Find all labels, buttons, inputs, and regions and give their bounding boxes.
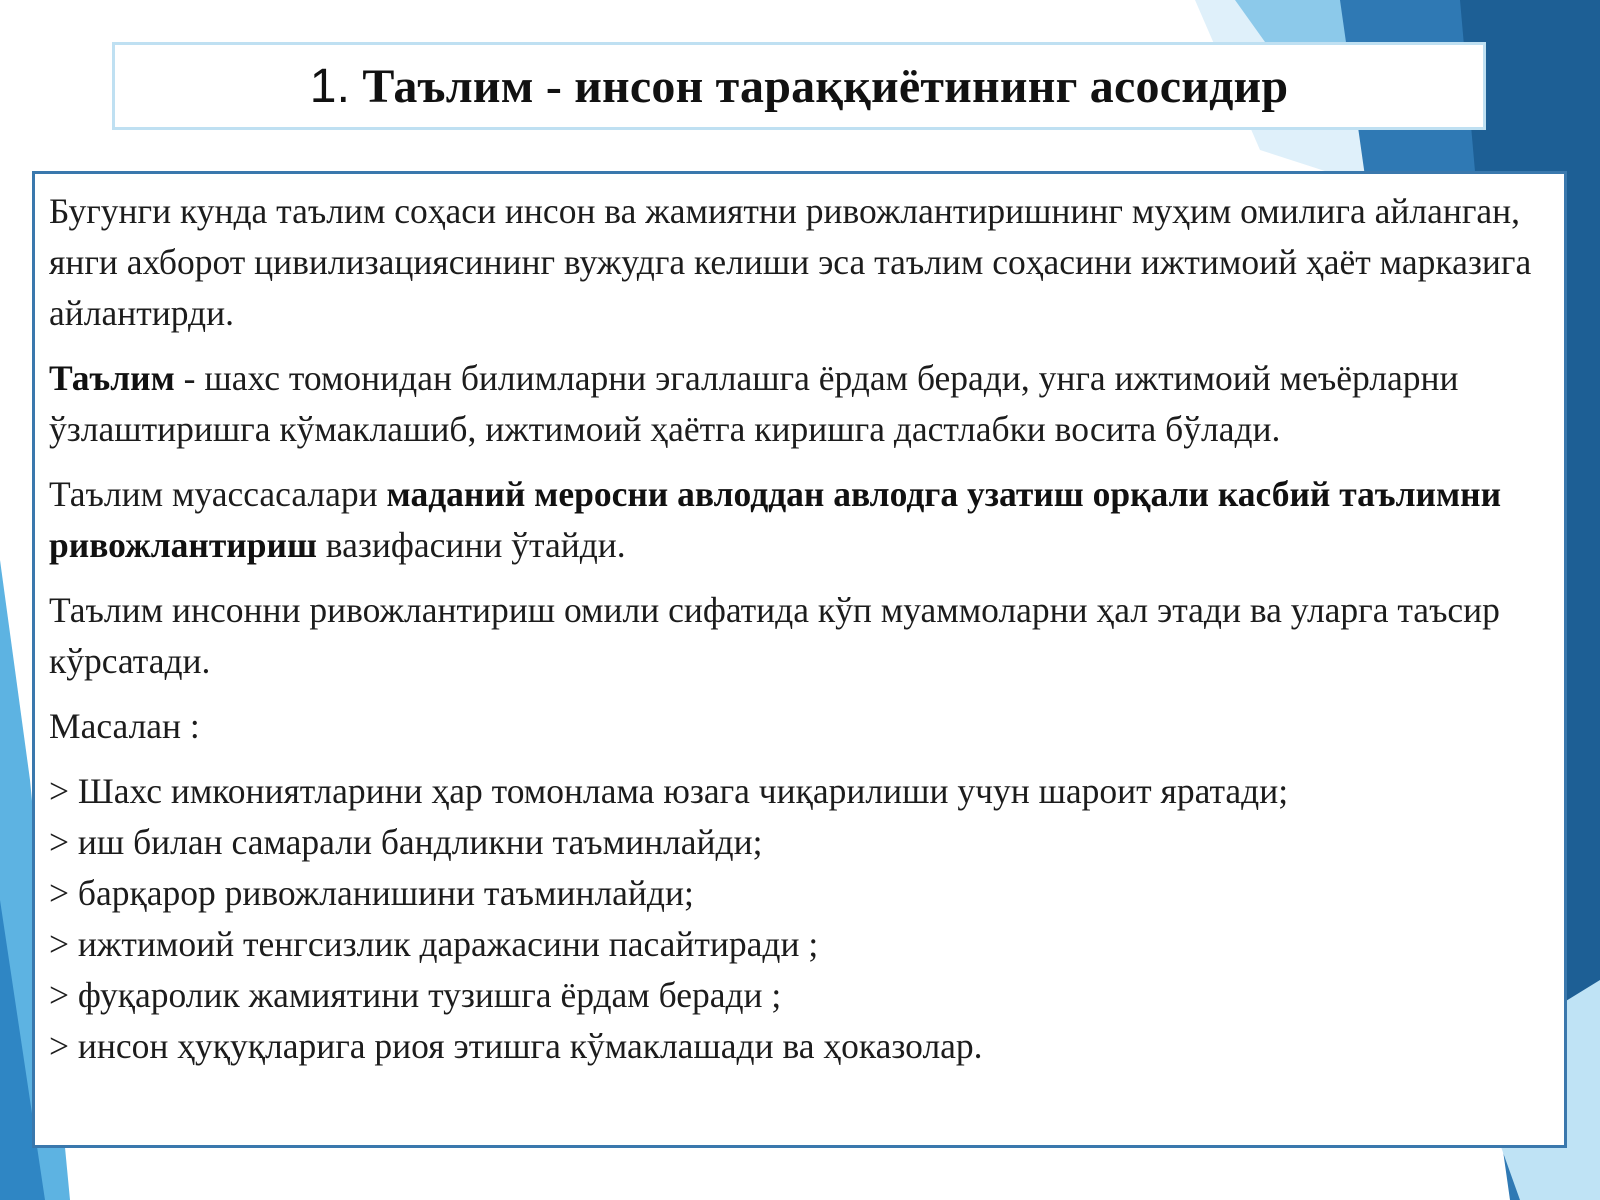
paragraph-definition <box>49 353 1550 455</box>
paragraph-institutions <box>49 469 1550 571</box>
list-item: > барқарор ривожланишини таъминлайди; <box>49 873 694 913</box>
page-title <box>310 59 1289 114</box>
list-item: > ижтимоий тенгсизлик даражасини пасайтиради ; <box>49 924 819 964</box>
list-item: > фуқаролик жамиятини тузишга ёрдам беради ; <box>49 975 782 1015</box>
title-box <box>112 42 1486 130</box>
paragraph-intro: Бугунги кунда таълим соҳаси инсон ва жамиятни ривожлантиришнинг муҳим омилига айланган, янги ахборот цивилизациясининг вужудга келиши эса таълим соҳасини ижтимоий ҳаёт марказига айлантирди. <box>49 191 1532 333</box>
benefits-list <box>49 766 1550 1072</box>
list-item: > Шахс имкониятларини ҳар томонлама юзага чиқарилиши учун шароит яратади; <box>49 771 1289 811</box>
list-item: > инсон ҳуқуқларига риоя этишга кўмаклашади ва ҳоказолар. <box>49 1026 983 1066</box>
paragraph-factor: Таълим инсонни ривожлантириш омили сифатида кўп муаммоларни ҳал этади ва уларга таъсир кўрсатади. <box>49 590 1500 681</box>
institutions-end: вазифасини ўтайди. <box>316 525 626 565</box>
content-box <box>32 171 1567 1148</box>
institutions-emphasis: маданий меросни авлоддан авлодга узатиш орқали касбий таълимни ривожлантириш <box>49 474 1502 565</box>
list-item: > иш билан самарали бандликни таъминлайди; <box>49 822 763 862</box>
title-number: 1. <box>309 59 351 113</box>
definition-text: - шахс томонидан билимларни эгаллашга ёрдам беради, унга ижтимоий меъёрларни ўзлаштиришга кўмаклашиб, ижтимоий ҳаётга киришга дастлабки восита бўлади. <box>49 358 1459 449</box>
definition-term: Таълим <box>49 358 175 398</box>
institutions-start: Таълим муассасалари <box>49 474 387 514</box>
paragraph-example-label: Масалан : <box>49 706 200 746</box>
title-text: Таълим - инсон тараққиётининг асосидир <box>362 59 1289 113</box>
